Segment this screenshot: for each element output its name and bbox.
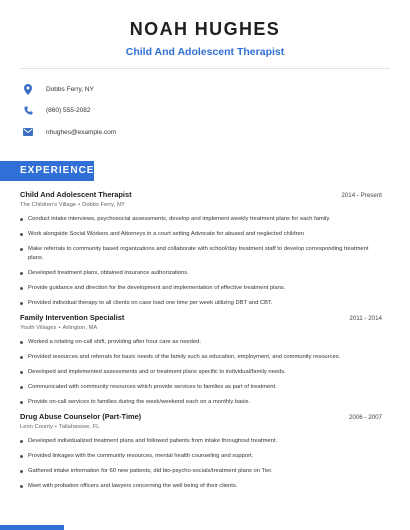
job-dates: 2011 - 2014: [349, 315, 382, 322]
job-bullets: [20, 338, 382, 407]
job-title: Child And Adolescent Therapist: [20, 190, 132, 199]
candidate-name: NOAH HUGHES: [129, 19, 281, 39]
phone-icon: [22, 105, 34, 117]
job-bullet: Provided linkages with the community resources, mental health counseling and support.: [20, 452, 382, 461]
contact-phone-text: (860) 555-2082: [46, 107, 91, 114]
header-divider: [20, 68, 390, 69]
job-bullet: Developed treatment plans, obtained insurance authorizations.: [20, 269, 382, 278]
job-entry: [20, 412, 382, 497]
job-company: Youth Villages: [20, 325, 57, 331]
job-location: Tallahassee, FL: [58, 424, 100, 430]
job-entry: [20, 190, 382, 314]
job-bullet: Conduct intake interviews, psychosocial assessments, develop and implement weekly treatment plans for each family.: [20, 215, 382, 224]
job-title: Drug Abuse Counselor (Part-Time): [20, 412, 142, 421]
job-company: The Children's Village: [20, 202, 77, 208]
contact-location-text: Dobbs Ferry, NY: [46, 85, 94, 93]
job-location: Arlington, MA: [62, 325, 98, 331]
section-title-experience: EXPERIENCE: [20, 165, 95, 176]
job-meta: Leon County • Tallahassee, FL: [20, 424, 100, 430]
job-meta: The Children's Village • Dobbs Ferry, NY: [20, 202, 125, 208]
contact-list: [20, 80, 116, 145]
job-dates: 2006 - 2007: [348, 414, 382, 421]
envelope-icon: [22, 126, 34, 138]
contact-email-text[interactable]: nhughes@example.com: [46, 128, 117, 136]
job-title: Family Intervention Specialist: [20, 313, 125, 322]
job-bullet: Provide on-call services to families during the week/weekend each on a monthly basis.: [20, 398, 382, 407]
job-company: Leon County: [20, 424, 53, 430]
candidate-title: Child And Adolescent Therapist: [125, 46, 285, 58]
section-bar-next: [0, 525, 64, 530]
job-bullets: [20, 215, 382, 308]
job-bullet: Provide guidance and direction for the development and implementation of effective treatment plans.: [20, 284, 382, 293]
contact-location: [20, 80, 116, 98]
job-bullet: Provided individual therapy to all clients on case load one time per week utilizing DBT and CBT.: [20, 299, 382, 308]
map-pin-icon: [22, 83, 34, 95]
job-bullet: Developed individualized treatment plans and followed patients from intake throughout treatment.: [20, 437, 382, 446]
job-entry: [20, 313, 382, 413]
job-bullet: Worked a rotating on-call shift, providing after hour care as needed.: [20, 338, 382, 347]
job-bullet: Make referrals to community based organizations and collaborate with school/day treatment staff to develop corresponding treatment plans.: [20, 245, 382, 263]
job-location: Dobbs Ferry, NY: [82, 202, 125, 208]
job-bullet: Work alongside Social Workers and Attorneys in a court setting Advocate for abused and neglected children: [20, 230, 382, 239]
job-bullets: [20, 437, 382, 491]
job-bullet: Gathered intake information for 60 new patients, did bio-psycho-socials/treatment plans on Tier.: [20, 467, 382, 476]
job-bullet: Developed and implemented assessments and or treatment plans specific to individual/family needs.: [20, 368, 382, 377]
resume-header: [0, 0, 410, 58]
job-bullet: Communicated with community resources which provide services to families as part of treatment.: [20, 383, 382, 392]
job-bullet: Meet with probation officers and lawyers concerning the well being of their clients.: [20, 482, 382, 491]
job-bullet: Provided resources and referrals for basic needs of the family such as education, employment, and community resources.: [20, 353, 382, 362]
job-meta: Youth Villages • Arlington, MA: [20, 325, 98, 331]
job-dates: 2014 - Present: [341, 192, 382, 199]
contact-phone: [20, 102, 116, 120]
contact-email[interactable]: [20, 123, 116, 141]
